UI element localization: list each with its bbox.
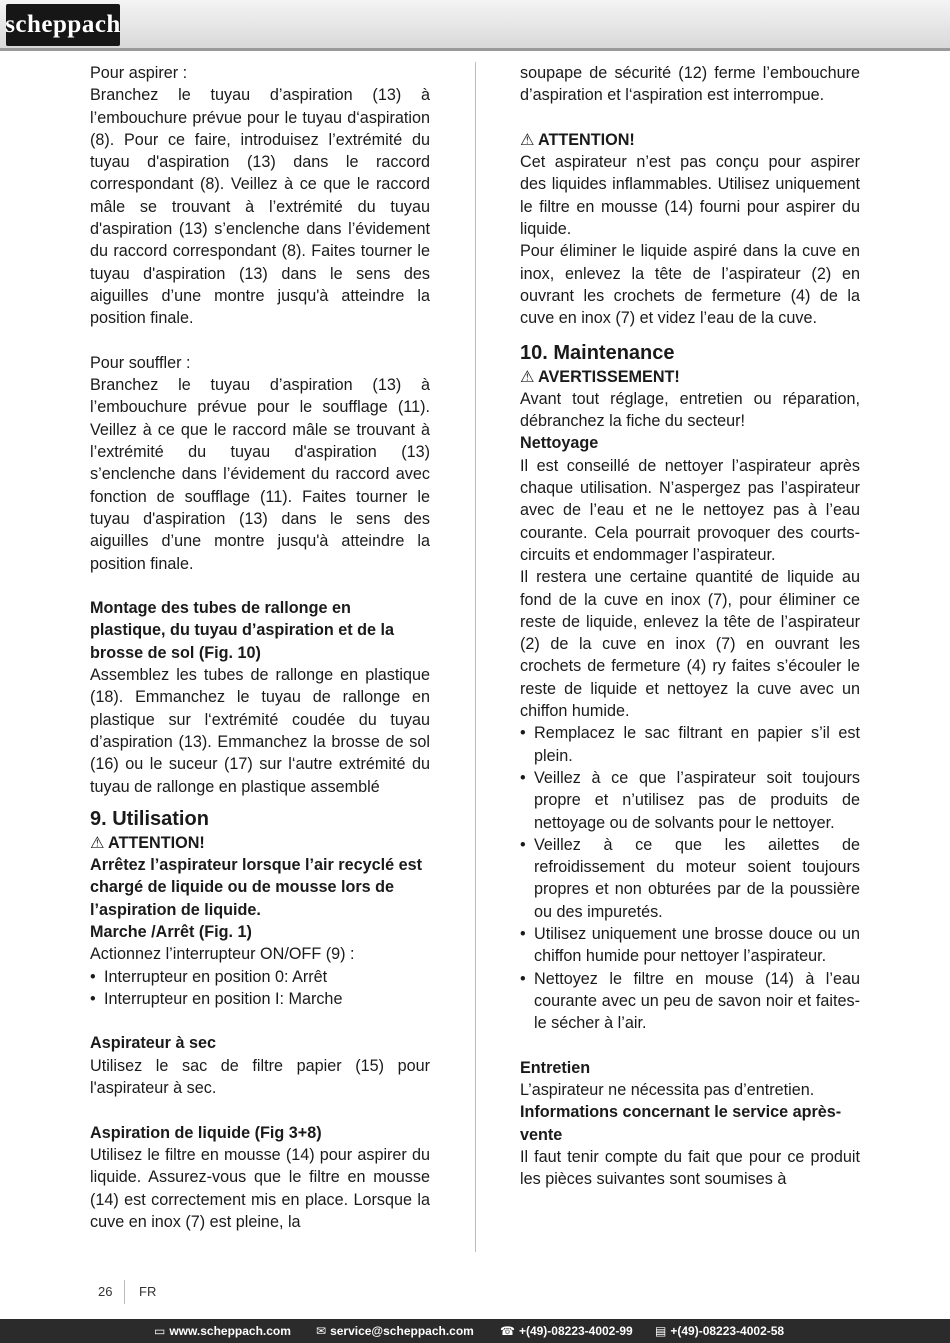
entretien-text: L’aspirateur ne nécessita pas d’entretien. [520,1081,815,1100]
nettoyage-text-2: Il restera une certaine quantité de liquide au fond de la cuve en inox (7), pour éliminer ce reste de liquide, enlevez la tête de l’aspirateur (2) de la cuve en inox (7) en ouvrant les crochets de fermeture (4) ry faites s’écouler le reste de liquide et nettoyez la cuve avec un chiffon humide. [520,568,860,721]
warning-icon: ⚠ [520,367,535,386]
computer-icon: ▭ [154,1324,166,1338]
sec-heading: Aspirateur à sec [90,1034,216,1053]
continued-text: soupape de sécurité (12) ferme l’embouchure d’aspiration et l‘aspiration est interrompue. [520,64,860,105]
p1-text: Branchez le tuyau d’aspiration (13) à l’embouchure prévue pour le tuyau d‘aspiration (8). Pour ce faire, introduisez l’extrémité du tuyau d'aspiration (13) dans le raccord correspondant (8). Veillez à ce que le raccord mâle se trouvant à l’extrémité du tuyau d'aspiration (13) s’enclenche dans l’évidement du raccord correspondant (8). Faites tourner le tuyau d'aspiration (13) dans le sens des aiguilles d’une montre jusqu'à atteindre la position finale. [90,86,430,328]
list-item: • Nettoyez le filtre en mouse (14) à l’eau courante avec un peu de savon noir et faites-le sécher à l’air. [520,969,860,1033]
email-link[interactable]: service@scheppach.com [330,1324,474,1338]
fax-icon: ▤ [655,1324,667,1338]
attention-label: ATTENTION! [108,833,205,852]
section-9-title: 9. Utilisation [90,807,209,830]
marche-list [90,966,430,1011]
mail-icon: ✉ [316,1324,327,1338]
avertissement-warning [520,366,860,388]
nettoyage-list [520,722,860,1034]
phone-number: +(49)-08223-4002-99 [518,1324,633,1338]
attention-warning [90,832,430,854]
sec-text: Utilisez le sac de filtre papier (15) pour l'aspirateur à sec. [90,1056,430,1098]
left-column [90,62,430,1233]
scheppach-logo: scheppach [6,4,120,46]
right-column [520,62,860,1191]
fax-number: +(49)-08223-4002-58 [670,1324,785,1338]
website-item[interactable] [154,1324,291,1338]
website-link[interactable]: www.scheppach.com [169,1324,291,1338]
list-item: • Veillez à ce que l’aspirateur soit toujours propre et n’utilisez pas de produits de nettoyage ou de solvants pour le nettoyer. [520,768,860,832]
page-number: 26 [98,1284,113,1299]
list-item: • Interrupteur en position 0: Arrêt [90,967,328,986]
section-10-title: 10. Maintenance [520,341,675,364]
nettoyage-heading: Nettoyage [520,434,599,453]
column-divider [475,62,476,1252]
liquide-text: Utilisez le filtre en mousse (14) pour aspirer du liquide. Assurez-vous que le filtre en mousse (14) est correctement mis en place. Lorsque la cuve en inox (7) est pleine, la [90,1145,430,1231]
list-item: • Veillez à ce que les ailettes de refroidissement du moteur soient toujours propres et non obturées par de la poussière ou des impuretés. [520,835,860,921]
email-item[interactable] [316,1324,474,1338]
list-item: • Utilisez uniquement une brosse douce ou un chiffon humide pour nettoyer l’aspirateur. [520,924,860,966]
nettoyage-text-1: Il est conseillé de nettoyer l’aspirateur après chaque utilisation. N’aspergez pas l’aspirateur avec de l’eau et ne le nettoyez pas à l’eau courante. Cela pourrait provoquer des courts-circuits et endommager l’aspirateur. [520,456,860,564]
contact-bar [0,1319,950,1343]
montage-text: Assemblez les tubes de rallonge en plastique (18). Emmanchez le tuyau de rallonge en plastique sur l‘extrémité coudée du tuyau d’aspiration (13). Emmanchez la brosse de sol (16) ou le suceur (17) sur l‘autre extrémité du tuyau de rallonge en plastique assemblé [90,666,430,796]
p2-title: Pour souffler : [90,353,191,372]
list-item: • Remplacez le sac filtrant en papier s’il est plein. [520,724,860,765]
header-divider [0,48,950,51]
language-code: FR [139,1284,157,1299]
list-item: • Interrupteur en position I: Marche [90,989,343,1008]
phone-icon: ☎ [500,1324,515,1338]
page-header [0,0,950,48]
entretien-heading: Entretien [520,1058,591,1077]
fax-item [655,1324,784,1338]
avertissement-text: Avant tout réglage, entretien ou réparation, débranchez la fiche du secteur! [520,389,860,431]
p1-title: Pour aspirer : [90,64,188,82]
liquide-heading: Aspiration de liquide (Fig 3+8) [90,1123,322,1142]
eliminer-text: Pour éliminer le liquide aspiré dans la cuve en inox, enlevez la tête de l’aspirateur (2) en ouvrant les crochets de fermeture (4) de la cuve en inox (7) et videz l’eau de la cuve. [520,242,860,328]
info-text: Il faut tenir compte du fait que pour ce produit les pièces suivantes sont soumises à [520,1147,860,1189]
attention-warning [520,129,860,151]
attention-text: Arrêtez l’aspirateur lorsque l’air recyclé est chargé de liquide ou de mousse lors de l’aspiration de liquide. [90,856,423,919]
phone-item [500,1324,633,1338]
marche-heading: Marche /Arrêt (Fig. 1) [90,922,252,941]
avertissement-label: AVERTISSEMENT! [538,367,680,386]
warning-icon: ⚠ [520,130,535,149]
info-heading: Informations concernant le service après-vente [520,1103,842,1144]
marche-text: Actionnez l’interrupteur ON/OFF (9) : [90,945,355,964]
attention-text: Cet aspirateur n’est pas conçu pour aspirer des liquides inflammables. Utilisez uniquement le filtre en mousse (14) fourni pour aspirer du liquide. [520,153,860,239]
p2-text: Branchez le tuyau d’aspiration (13) à l’embouchure prévue pour le soufflage (11). Veillez à ce que le raccord mâle se trouvant à l’extrémité du tuyau d'aspiration (13) s’enclenche dans l’évidement du raccord avec fonction de soufflage (11). Faites tourner le tuyau d'aspiration (13) dans le sens des aiguilles d’une montre jusqu'à atteindre la position finale. [90,376,430,573]
montage-heading: Montage des tubes de rallonge en plastique, du tuyau d’aspiration et de la brosse de sol (Fig. 10) [90,599,395,662]
warning-icon: ⚠ [90,833,105,852]
attention-label: ATTENTION! [538,130,635,149]
footer-separator [124,1280,125,1304]
